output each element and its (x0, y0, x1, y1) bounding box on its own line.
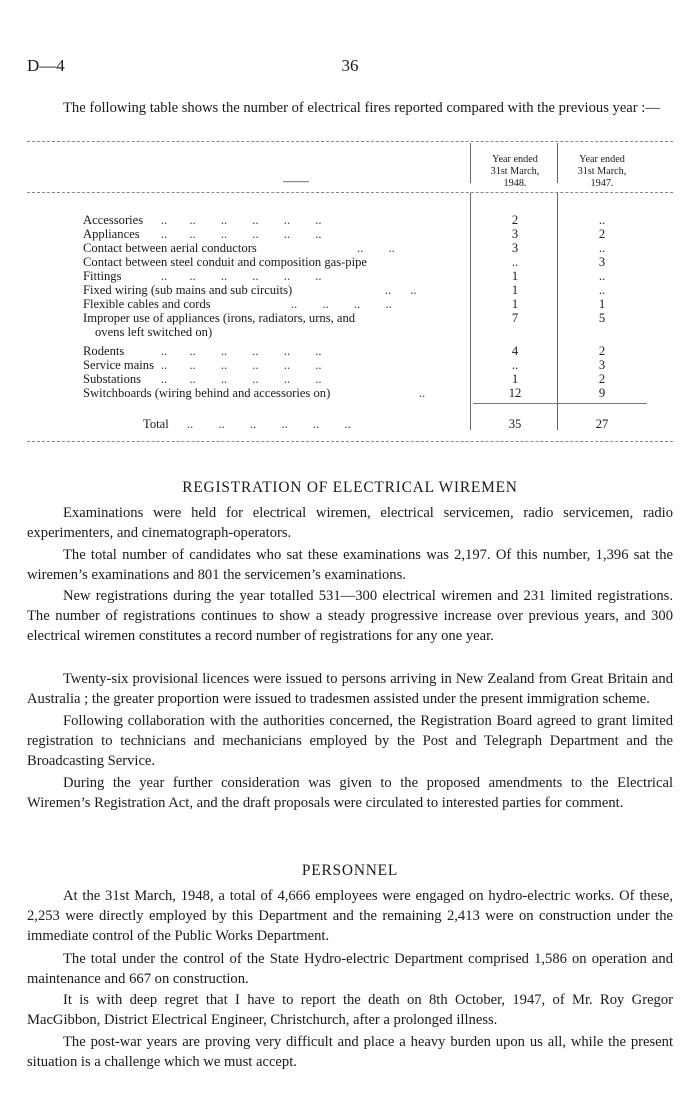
first-column-header: —— (283, 173, 309, 188)
row-label: Fittings (83, 269, 122, 283)
table-total-row: Total .. .. .. .. .. .. 35 27 (27, 417, 673, 431)
value-1947: .. (598, 269, 606, 283)
paragraph: Following collaboration with the authorities concerned, the Registration Board agreed to grant limited registration to technicians and mechanicians employed by the Post and Telegraph Department and the Broadcasting Service. (27, 713, 673, 769)
value-1948: 1 (511, 297, 519, 311)
value-1948: 4 (511, 344, 519, 358)
table-top-rule (27, 141, 673, 142)
value-1947: 9 (598, 386, 606, 400)
row-label: Improper use of appliances (irons, radiators, urns, and (83, 311, 356, 325)
value-1947: .. (598, 213, 606, 227)
row-label: Flexible cables and cords (83, 297, 211, 311)
table-bottom-rule (27, 441, 673, 442)
table-row: Substations .. .. .. .. .. .. 1 2 (27, 372, 673, 386)
table-row: Service mains .. .. .. .. .. .. .. 3 (27, 358, 673, 372)
row-label: Switchboards (wiring behind and accessories on) (83, 386, 331, 400)
value-1947: .. (598, 241, 606, 255)
value-1948: 1 (511, 372, 519, 386)
table-row-continuation (27, 325, 673, 339)
value-1948: 7 (511, 311, 519, 325)
paragraph: The post-war years are proving very difficult and place a heavy burden upon us all, while the present situation is a challenge which we must accept. (27, 1034, 673, 1070)
value-1948: 2 (511, 213, 519, 227)
section-heading-personnel: PERSONNEL (301, 862, 399, 879)
page-header (27, 56, 673, 78)
row-label: Substations (83, 372, 142, 386)
row-label: Rodents (83, 344, 125, 358)
value-1947: 1 (598, 297, 606, 311)
page-number: 36 (341, 56, 359, 75)
total-1947: 27 (595, 417, 609, 431)
paragraph: The total number of candidates who sat these examinations was 2,197. Of this number, 1,396 sat the wiremen’s examinations and 801 the servicemen’s examinations. (27, 547, 673, 583)
row-label: Fixed wiring (sub mains and sub circuits) (83, 283, 293, 297)
value-1947: 3 (598, 255, 606, 269)
paragraph: The total under the control of the State Hydro-electric Department comprised 1,586 on operation and maintenance and 667 on construction. (27, 951, 673, 987)
value-1947: 5 (598, 311, 606, 325)
total-rule (473, 403, 647, 404)
row-label: Contact between aerial conductors (83, 241, 257, 255)
section-heading-registration: REGISTRATION OF ELECTRICAL WIREMEN (182, 479, 518, 496)
electrical-fires-table (27, 141, 673, 450)
row-label: Contact between steel conduit and composition gas-pipe (83, 255, 367, 269)
document-code: D—4 (27, 56, 65, 75)
paragraph: Examinations were held for electrical wiremen, electrical servicemen, radio servicemen, radio experimenters, and cinematograph-operators. (27, 505, 673, 541)
table-row: Contact between aerial conductors .. .. 3 .. (27, 241, 673, 255)
table-row (27, 311, 673, 325)
row-label: Appliances (83, 227, 140, 241)
column-header-1948: Year ended 31st March, 1948. (490, 154, 540, 189)
total-label: Total (143, 417, 169, 431)
value-1948: 1 (511, 283, 519, 297)
row-label: Service mains (83, 358, 154, 372)
value-1948: 3 (511, 241, 519, 255)
intro-paragraph: The following table shows the number of electrical fires reported compared with the previous year :— (63, 100, 660, 116)
value-1947: 2 (598, 344, 606, 358)
value-1948: 12 (508, 386, 522, 400)
value-1948: 3 (511, 227, 519, 241)
paragraph: New registrations during the year totalled 531—300 electrical wiremen and 231 limited registrations. The number of registrations continues to show a steady progressive increase over previous years, and 300 electrical wiremen constitutes a record number of registrations for any one year. (27, 588, 673, 644)
column-divider (470, 143, 471, 183)
value-1947: 2 (598, 372, 606, 386)
value-1948: .. (511, 255, 519, 269)
column-header-1947: Year ended 31st March, 1947. (577, 154, 627, 189)
value-1948: 1 (511, 269, 519, 283)
value-1947: 2 (598, 227, 606, 241)
table-row: Switchboards (wiring behind and accessories on) .. 12 9 (27, 386, 673, 400)
table-row: Fixed wiring (sub mains and sub circuits) .. .. 1 .. (27, 283, 673, 297)
paragraph: Twenty-six provisional licences were issued to persons arriving in New Zealand from Great Britain and Australia ; the greater proportion were issued to tradesmen assisted under the present immigration scheme. (27, 671, 673, 707)
value-1947: .. (598, 283, 606, 297)
total-1948: 35 (508, 417, 522, 431)
table-row: Accessories .. .. .. .. .. .. 2 .. (27, 213, 673, 227)
table-row: Appliances .. .. .. .. .. .. 3 2 (27, 227, 673, 241)
paragraph: It is with deep regret that I have to report the death on 8th October, 1947, of Mr. Roy Gregor MacGibbon, District Electrical Engineer, Christchurch, after a prolonged illness. (27, 992, 673, 1028)
table-row: Fittings .. .. .. .. .. .. 1 .. (27, 269, 673, 283)
table-row (27, 255, 673, 269)
row-label: Accessories (83, 213, 144, 227)
paragraph: At the 31st March, 1948, a total of 4,666 employees were engaged on hydro-electric works. Of these, 2,253 were directly employed by this Department and the remaining 2,413 were on construction under the immediate control of the Public Works Department. (27, 888, 673, 944)
table-row: Rodents .. .. .. .. .. .. 4 2 (27, 344, 673, 358)
row-label-continuation: ovens left switched on) (95, 325, 213, 339)
header-rule (27, 192, 673, 193)
table-row: Flexible cables and cords .. .. .. .. 1 1 (27, 297, 673, 311)
paragraph: During the year further consideration was given to the proposed amendments to the Electrical Wiremen’s Registration Act, and the draft proposals were circulated to interested parties for comment. (27, 775, 673, 811)
value-1948: .. (511, 358, 519, 372)
value-1947: 3 (598, 358, 606, 372)
